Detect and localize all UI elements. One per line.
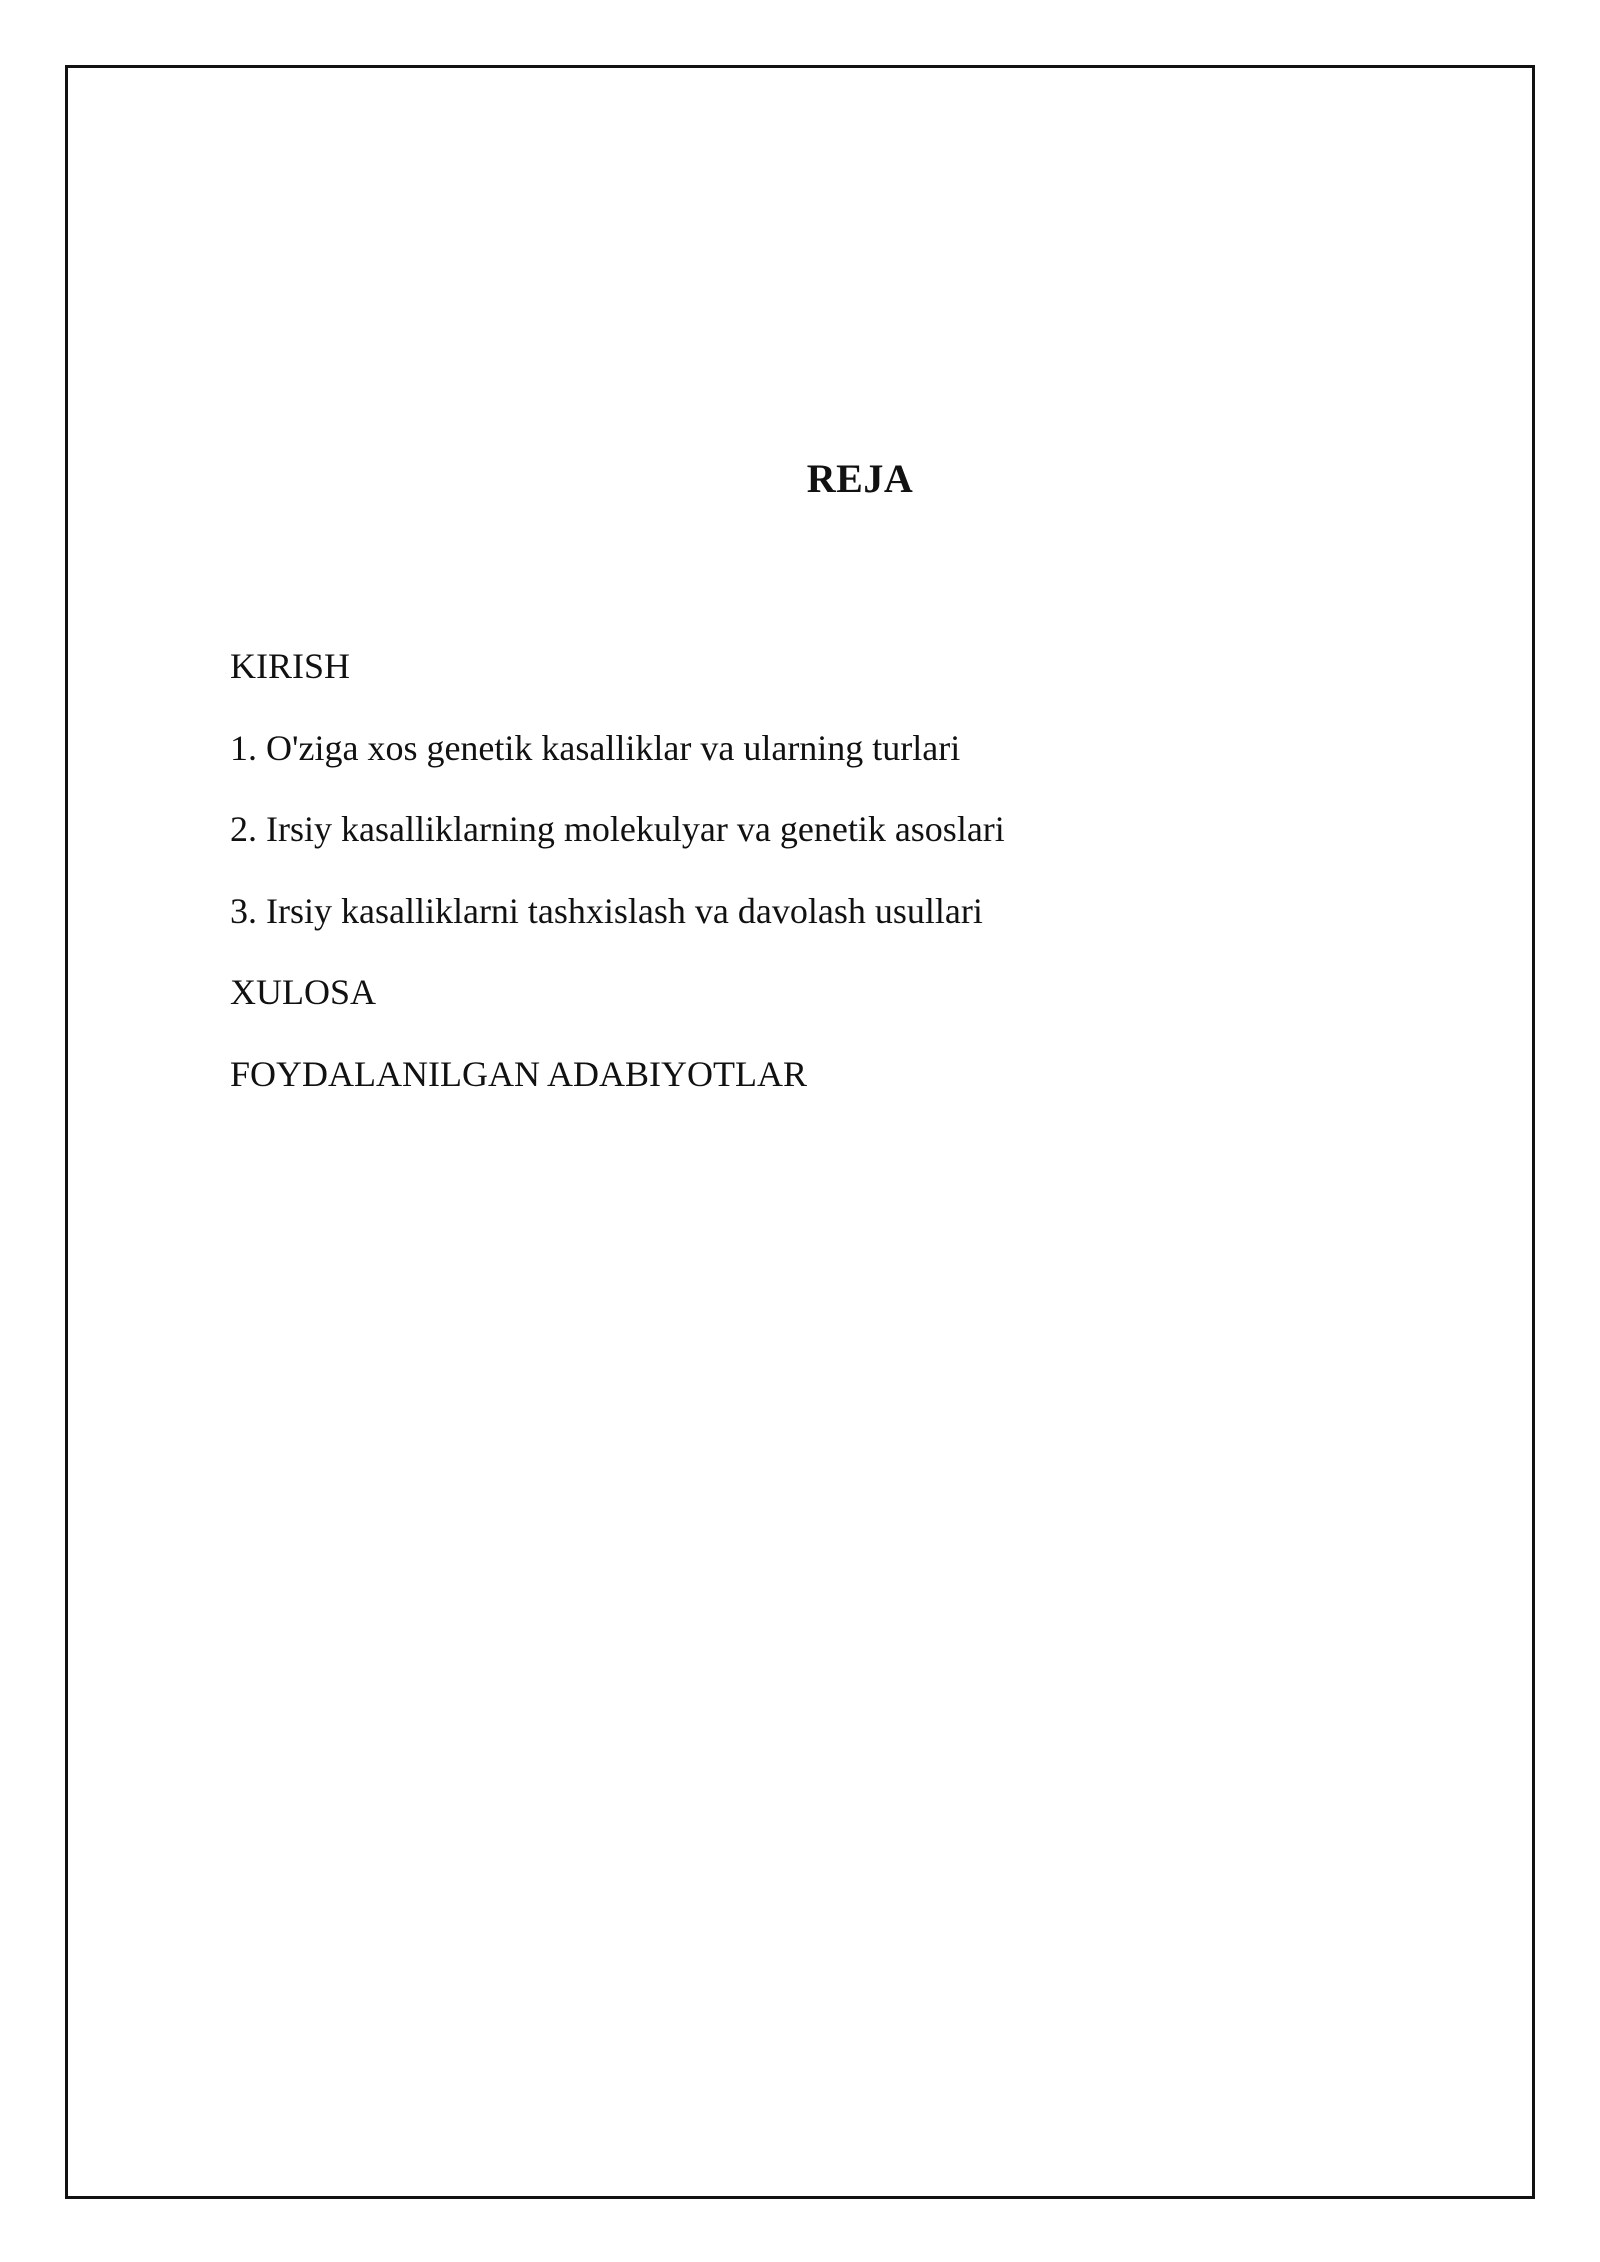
page-title: REJA: [806, 456, 914, 501]
toc-item-2: 2. Irsiy kasalliklarning molekulyar va genetik asoslari: [230, 809, 1005, 849]
toc-item-3: 3. Irsiy kasalliklarni tashxislash va davolash usullari: [230, 890, 983, 931]
toc-item-introduction: KIRISH: [230, 646, 351, 686]
toc-item-conclusion: XULOSA: [230, 972, 377, 1012]
table-of-contents: [230, 648, 1005, 1137]
toc-item-1: 1. O'ziga xos genetik kasalliklar va ularning turlari: [230, 727, 961, 768]
toc-item-references: FOYDALANILGAN ADABIYOTLAR: [230, 1053, 807, 1094]
